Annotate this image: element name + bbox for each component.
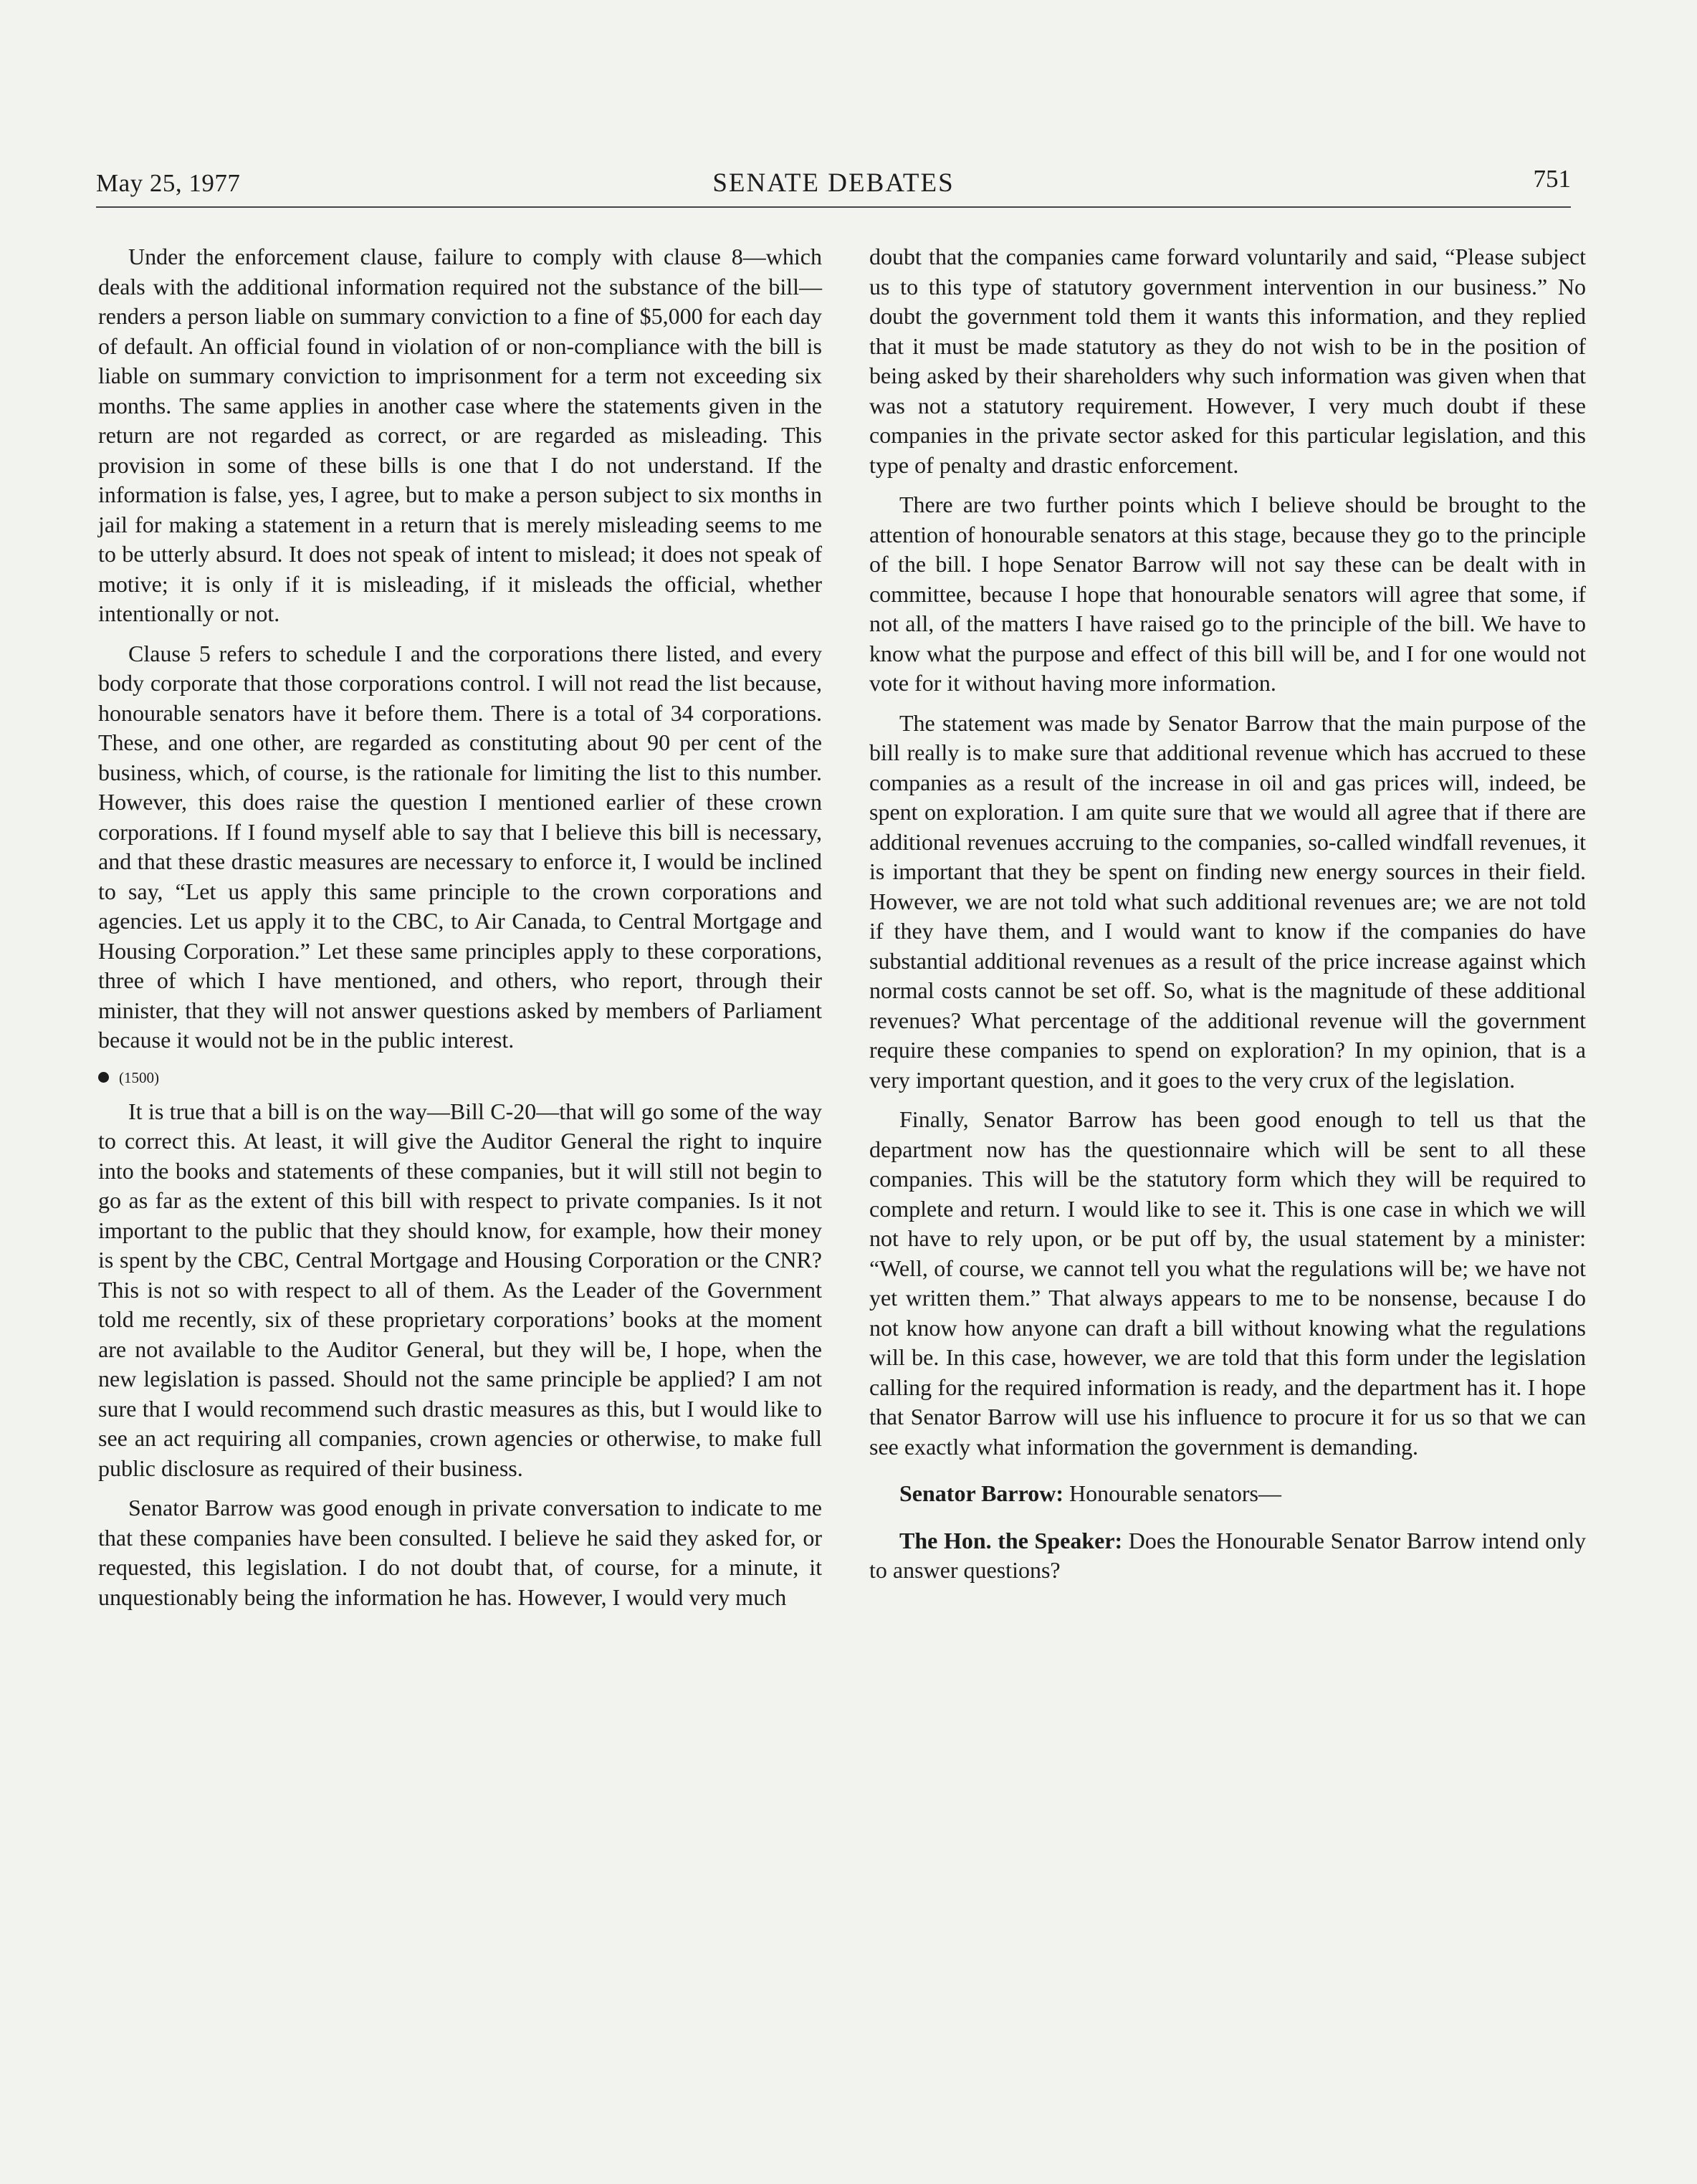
header-rule <box>96 206 1571 208</box>
page-header <box>96 162 1571 208</box>
paragraph: Finally, Senator Barrow has been good enough to tell us that the department now has the questionnaire which will be sent to all these companies. This will be the statutory form which they will be required to complete and return. I would like to see it. This is one case in which we will not have to rely upon, or be put off by, the usual statement by a minister: “Well, of course, we cannot tell you what the regulations will be; we have not yet written them.” That always appears to me to be nonsense, because I do not know how anyone can draft a bill without knowing what the regulations will be. In this case, however, we are told that this form under the legislation calling for the required information is ready, and the department has it. I hope that Senator Barrow will use his influence to procure it for us so that we can see exactly what information the government is demanding. <box>869 1106 1586 1460</box>
paragraph: There are two further points which I believe should be brought to the attention of honourable senators at this stage, because they go to the principle of the bill. I hope Senator Barrow will not say these can be dealt with in committee, because I hope that honourable senators will agree that some, if not all, of the matters I have raised go to the principle of the bill. We have to know what the purpose and effect of this bill will be, and I for one would not vote for it without having more information. <box>869 492 1586 696</box>
paragraph: The statement was made by Senator Barrow that the main purpose of the bill really is to make sure that additional revenue which has accrued to these companies as a result of the increase in oil and gas prices will, indeed, be spent on exploration. I am quite sure that we would all agree that if there are additional revenues accruing to the companies, so-called windfall revenues, it is important that they be spent on finding new energy sources in their field. However, we are not told what such additional revenues are; we are not told if they have them, and I would want to know if the companies do have substantial additional revenues as a result of the price increase against which normal costs cannot be set off. So, what is the magnitude of these additional revenues? What percentage of the additional revenue will the government require these companies to spend on exploration? In my opinion, that is a very important question, and it goes to the very crux of the legislation. <box>869 709 1586 1093</box>
page-number: 751 <box>1533 165 1571 193</box>
time-marker-label: (1500) <box>119 1068 159 1086</box>
header-title: SENATE DEBATES <box>712 168 955 198</box>
speech-speaker <box>869 1526 1586 1586</box>
speech-text: Honourable senators— <box>1063 1480 1281 1506</box>
speech-text: Does the Honourable Senator Barrow intend only to answer questions? <box>869 1527 1587 1583</box>
speaker-name: Senator Barrow: <box>899 1480 1064 1506</box>
paragraph: It is true that a bill is on the way—Bill C-20—that will go some of the way to correct this. At least, it will give the Auditor General the right to inquire into the books and statements of these companies, but it will still not begin to go as far as the extent of this bill with respect to private companies. Is it not important to the public that they should know, for example, how their money is spent by the CBC, Central Mortgage and Housing Corporation or the CNR? This is not so with respect to all of them. As the Leader of the Government told me recently, six of these proprietary corporations’ books at the moment are not available to the Auditor General, but they will be, I hope, when the new legislation is passed. Should not the same principle be applied? I am not sure that I would recommend such drastic measures as this, but I would like to see an act requiring all companies, crown agencies or otherwise, to make full public disclosure as required of their business. <box>98 1098 822 1481</box>
paragraph: Clause 5 refers to schedule I and the corporations there listed, and every body corporate that those corporations control. I will not read the list because, honourable senators have it before them. There is a total of 34 corporations. These, and one other, are regarded as constituting about 90 per cent of the business, which, of course, is the rationale for limiting the list to this number. However, this does raise the question I mentioned earlier of these crown corporations. If I found myself able to say that I believe this bill is necessary, and that these drastic measures are necessary to enforce it, I would be inclined to say, “Let us apply this same principle to the crown corporations and agencies. Let us apply it to the CBC, to Air Canada, to Central Mortgage and Housing Corporation.” Let these same principles apply to these corporations, three of which I have mentioned, and others, who report, through their minister, that they will not answer questions asked by members of Parliament because it would not be in the public interest. <box>98 640 822 1053</box>
paragraph: Under the enforcement clause, failure to comply with clause 8—which deals with the additional information required not the substance of the bill—renders a person liable on summary conviction to a fine of $5,000 for each day of default. An official found in violation of or non-compliance with the bill is liable on summary conviction to imprisonment for a term not exceeding six months. The same applies in another case where the statements given in the return are not regarded as correct, or are regarded as misleading. This provision in some of these bills is one that I do not understand. If the information is false, yes, I agree, but to make a person subject to six months in jail for making a statement in a return that is merely misleading seems to me to be utterly absurd. It does not speak of intent to mislead; it does not speak of motive; it is only if it is misleading, if it misleads the official, whether intentionally or not. <box>98 244 822 626</box>
paragraph-continued: doubt that the companies came forward voluntarily and said, “Please subject us to this type of statutory government intervention in our business.” No doubt the government told them it wants this information, and they replied that it must be made statutory as they do not wish to be in the position of being asked by their shareholders why such information was given when that was not a statutory requirement. However, I very much doubt if these companies in the private sector asked for this particular legislation, and this type of penalty and drastic enforcement. <box>869 244 1586 478</box>
speaker-name: The Hon. the Speaker: <box>899 1527 1123 1553</box>
bullet-icon <box>98 1072 109 1083</box>
header-date: May 25, 1977 <box>96 169 241 197</box>
left-column <box>98 242 822 1622</box>
paragraph: Senator Barrow was good enough in private conversation to indicate to me that these companies have been consulted. I believe he said they asked for, or requested, this legislation. I do not doubt that, of course, for a minute, it unquestionably being the information he has. However, I would very much <box>98 1495 822 1610</box>
right-column <box>869 242 1586 1596</box>
speech-barrow <box>869 1479 1586 1509</box>
time-marker <box>98 1065 822 1090</box>
